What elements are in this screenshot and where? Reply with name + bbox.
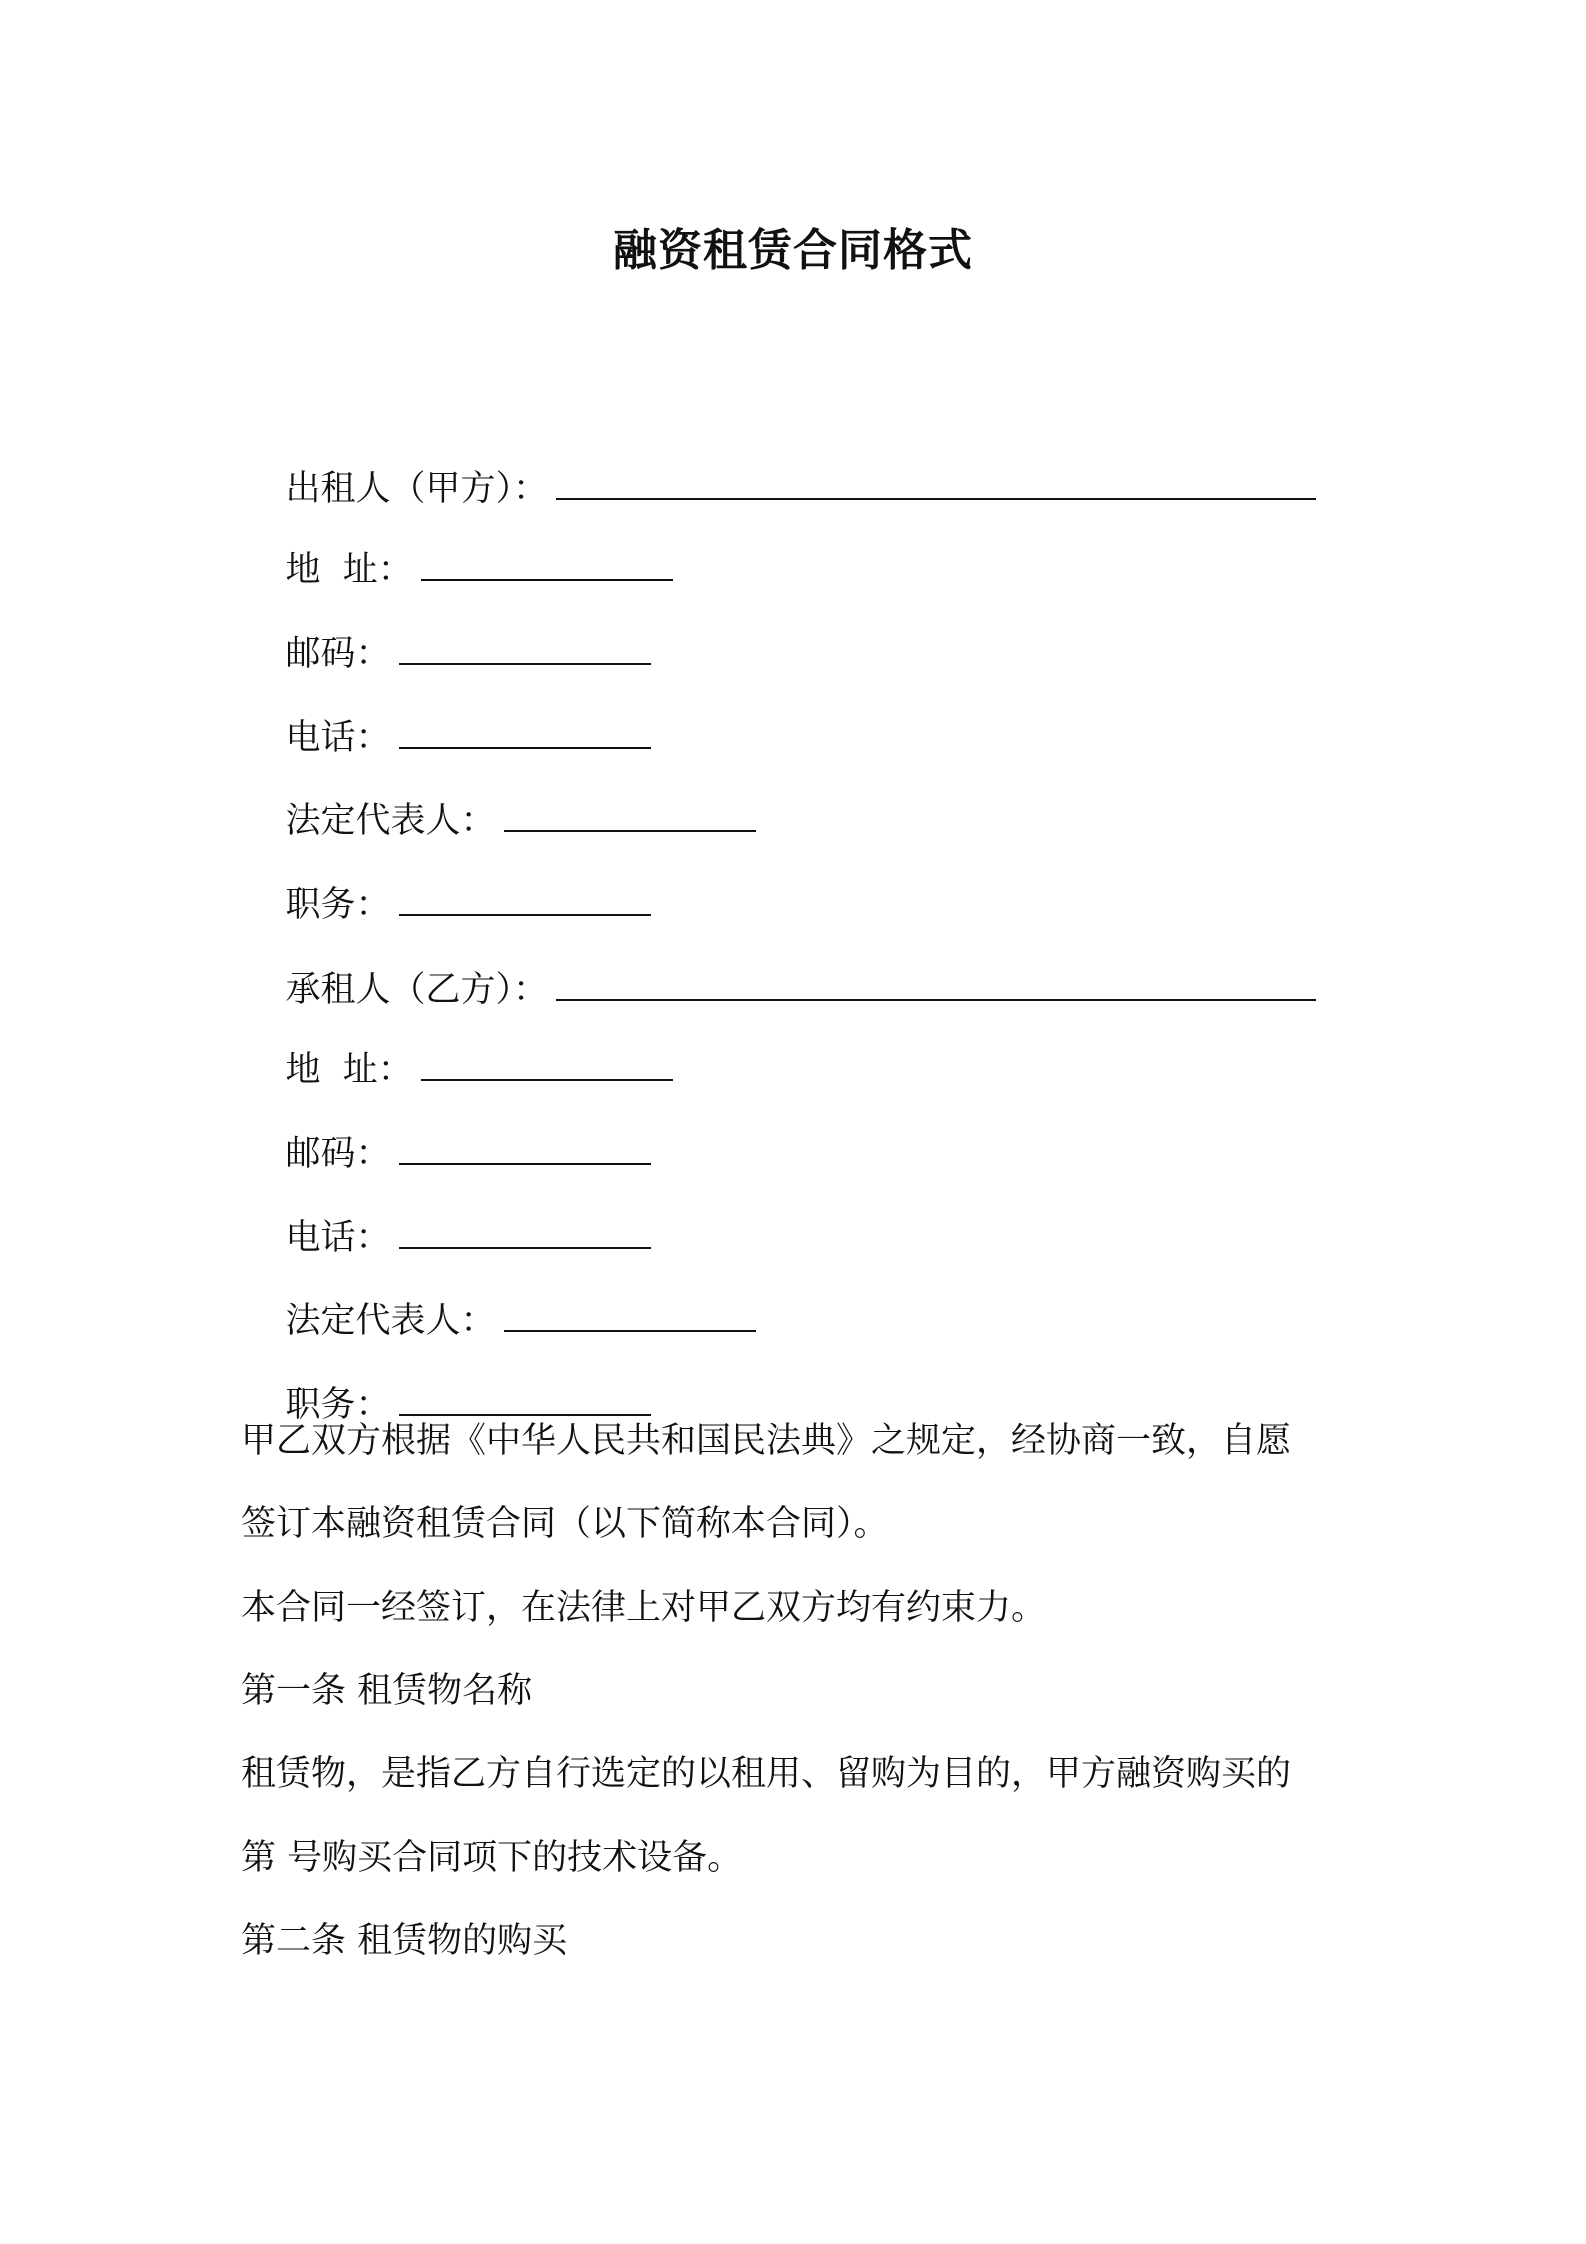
lessee-party-blank[interactable]	[556, 967, 1316, 1001]
article-1-heading: 第一条 租赁物名称	[241, 1671, 533, 1711]
lessee-postcode-blank[interactable]	[399, 1131, 651, 1165]
lessor-postcode-blank[interactable]	[399, 631, 651, 665]
lessee-position-blank[interactable]	[399, 1382, 651, 1416]
lessor-party-label: 出租人（甲方）：	[285, 469, 549, 509]
binding-statement: 本合同一经签订，在法律上对甲乙双方均有约束力。	[241, 1588, 1047, 1628]
lessor-address-blank[interactable]	[421, 547, 673, 581]
lessor-party-blank[interactable]	[556, 466, 1316, 500]
article-1-body-line-1: 租赁物，是指乙方自行选定的以租用、留购为目的，甲方融资购买的	[241, 1754, 1292, 1794]
lessor-legal-rep-label: 法定代表人：	[285, 801, 496, 841]
lessee-phone-blank[interactable]	[399, 1215, 651, 1249]
lessee-postcode-label: 邮码：	[285, 1134, 391, 1174]
document-title: 融资租赁合同格式	[613, 225, 973, 276]
intro-line-1: 甲乙双方根据《中华人民共和国民法典》之规定，经协商一致，自愿	[241, 1421, 1292, 1461]
article-2-heading: 第二条 租赁物的购买	[241, 1921, 568, 1961]
lessor-position-label: 职务：	[285, 885, 391, 925]
lessor-phone-label: 电话：	[285, 718, 391, 758]
lessee-position-label: 职务：	[285, 1385, 391, 1425]
lessee-address-blank[interactable]	[421, 1047, 673, 1081]
lessor-legal-rep-blank[interactable]	[504, 798, 756, 832]
lessor-postcode-label: 邮码：	[285, 634, 391, 674]
lessee-legal-rep-label: 法定代表人：	[285, 1301, 496, 1341]
article-1-body-line-2: 第 号购买合同项下的技术设备。	[241, 1838, 743, 1878]
lessee-phone-label: 电话：	[285, 1218, 391, 1258]
lessee-party-label: 承租人（乙方）：	[285, 970, 549, 1010]
intro-line-2: 签订本融资租赁合同（以下简称本合同）。	[241, 1504, 889, 1544]
lessor-phone-blank[interactable]	[399, 715, 651, 749]
lessee-legal-rep-blank[interactable]	[504, 1298, 756, 1332]
lessee-address-label: 地 址：	[285, 1050, 413, 1090]
lessor-address-label: 地 址：	[285, 550, 413, 590]
lessor-position-blank[interactable]	[399, 882, 651, 916]
